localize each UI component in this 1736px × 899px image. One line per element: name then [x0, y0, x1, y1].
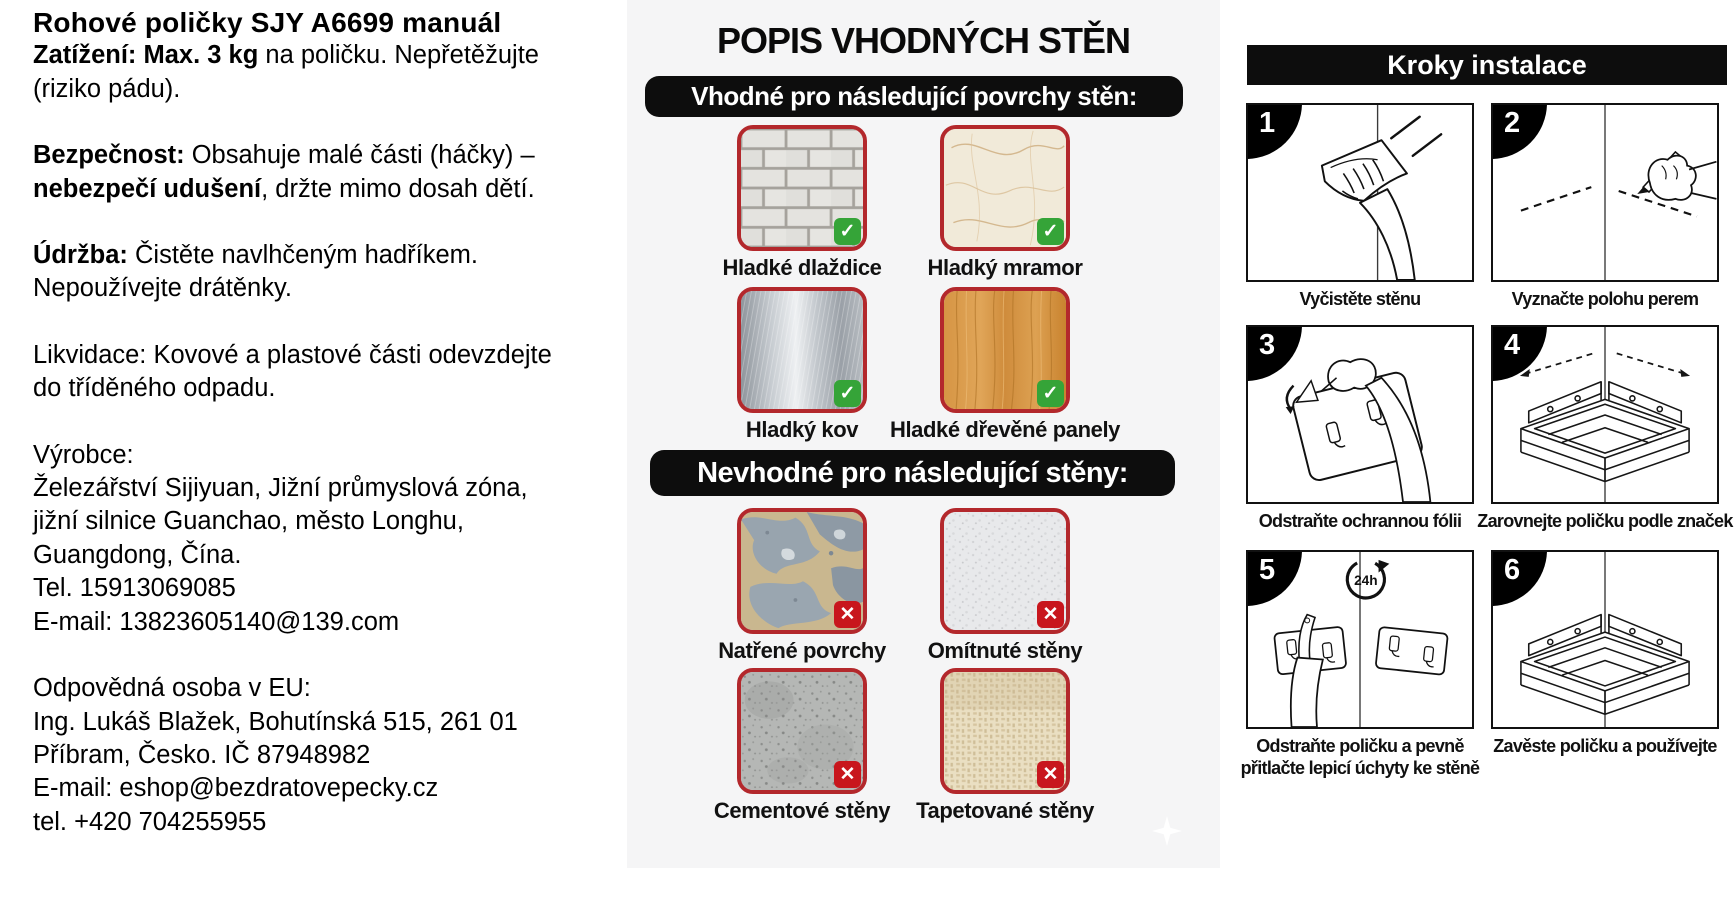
- text-line: Zatížení: Max. 3 kg na poličku. Nepřetěžujte: [33, 41, 539, 70]
- wall-texture-tile-plaster: [940, 508, 1070, 634]
- check-badge: ✓: [834, 218, 861, 245]
- text-line: Údržba: Čistěte navlhčeným hadříkem.: [33, 241, 478, 270]
- tile-label: Hladký kov: [745, 417, 859, 442]
- tile-label: Tapetované stěny: [916, 798, 1094, 823]
- manual-text-block: [33, 339, 633, 406]
- tile-label: Hladké dlaždice: [722, 255, 882, 280]
- text-line: Tel. 15913069085: [33, 574, 236, 603]
- text-line: Nepoužívejte drátěnky.: [33, 274, 292, 303]
- svg-text:24h: 24h: [1354, 573, 1378, 589]
- manual-text-block: [33, 139, 633, 206]
- text-line: E-mail: eshop@bezdratovepecky.cz: [33, 774, 439, 803]
- panel-title: POPIS VHODNÝCH STĚN: [716, 20, 1131, 61]
- unsuitable-banner: Nevhodné pro následující stěny:: [650, 450, 1175, 496]
- step-panel-5: [1246, 550, 1474, 729]
- check-badge: ✓: [834, 380, 861, 407]
- manual-text: [33, 6, 633, 872]
- wall-texture-tile-paint: [737, 508, 867, 634]
- tile-label: Cementové stěny: [713, 798, 891, 823]
- step-caption: Vyznačte polohu perem: [1511, 289, 1699, 309]
- tile-label: Omítnuté stěny: [927, 638, 1083, 663]
- step-panel-3: [1246, 325, 1474, 504]
- text-line: Výrobce:: [33, 440, 134, 469]
- text-line: Železářství Sijiyuan, Jižní průmyslová zóna,: [33, 474, 528, 503]
- step-number: 2: [1504, 107, 1521, 139]
- step-number: 4: [1504, 329, 1521, 361]
- text-line: Příbram, Česko. IČ 87948982: [33, 740, 371, 769]
- wall-texture-tile-tiles: [737, 125, 867, 251]
- cross-badge: ✕: [1037, 761, 1064, 788]
- cross-badge: ✕: [834, 761, 861, 788]
- text-line: Bezpečnost: Obsahuje malé části (háčky) –: [33, 141, 535, 170]
- manual-text-block: [33, 6, 633, 106]
- installation-header: Kroky instalace: [1247, 45, 1727, 85]
- step-number: 5: [1259, 554, 1276, 586]
- text-line: jižní silnice Guanchao, město Longhu,: [33, 507, 464, 536]
- step-panel-4: [1491, 325, 1719, 504]
- wall-texture-tile-cement: [737, 668, 867, 794]
- check-badge: ✓: [1037, 380, 1064, 407]
- text-line: tel. +420 704255955: [33, 807, 267, 836]
- wall-suitability-panel: [627, 0, 1220, 868]
- step-caption: Odstraňte poličku a pevně přitlačte lepicí úchyty ke stěně: [1240, 736, 1480, 778]
- text-line: E-mail: 13823605140@139.com: [33, 607, 400, 636]
- tile-label: Hladký mramor: [927, 255, 1083, 280]
- step-caption: Zarovnejte poličku podle značek: [1477, 511, 1733, 531]
- text-line: Rohové poličky SJY A6699 manuál: [33, 7, 502, 38]
- wall-texture-tile-wallpaper: [940, 668, 1070, 794]
- step-caption: Odstraňte ochrannou fólii: [1258, 511, 1462, 531]
- tile-label: Hladké dřevěné panely: [889, 417, 1121, 442]
- text-line: Ing. Lukáš Blažek, Bohutínská 515, 261 01: [33, 707, 518, 736]
- text-line: Likvidace: Kovové a plastové části odevzdejte: [33, 340, 552, 369]
- text-line: Odpovědná osoba v EU:: [33, 674, 311, 703]
- step-number: 6: [1504, 554, 1521, 586]
- text-line: do tříděného odpadu.: [33, 374, 276, 403]
- check-badge: ✓: [1037, 218, 1064, 245]
- tile-label: Natřené povrchy: [718, 638, 886, 663]
- step-panel-2: [1491, 103, 1719, 282]
- step-panel-6: [1491, 550, 1719, 729]
- step-caption: Vyčistěte stěnu: [1299, 289, 1421, 309]
- wall-texture-tile-wood: [940, 287, 1070, 413]
- manual-text-block: [33, 439, 633, 639]
- manual-text-block: [33, 239, 633, 306]
- step-number: 3: [1259, 329, 1276, 361]
- wall-texture-tile-marble: [940, 125, 1070, 251]
- text-line: nebezpečí udušení, držte mimo dosah dětí.: [33, 174, 535, 203]
- wall-texture-tile-metal: [737, 287, 867, 413]
- cross-badge: ✕: [834, 601, 861, 628]
- manual-text-block: [33, 672, 633, 839]
- text-line: Guangdong, Čína.: [33, 540, 242, 569]
- text-line: (riziko pádu).: [33, 74, 181, 103]
- step-panel-1: [1246, 103, 1474, 282]
- step-number: 1: [1259, 107, 1276, 139]
- step-caption: Zavěste poličku a používejte: [1493, 736, 1717, 756]
- cross-badge: ✕: [1037, 601, 1064, 628]
- suitable-banner: Vhodné pro následující povrchy stěn:: [645, 76, 1183, 117]
